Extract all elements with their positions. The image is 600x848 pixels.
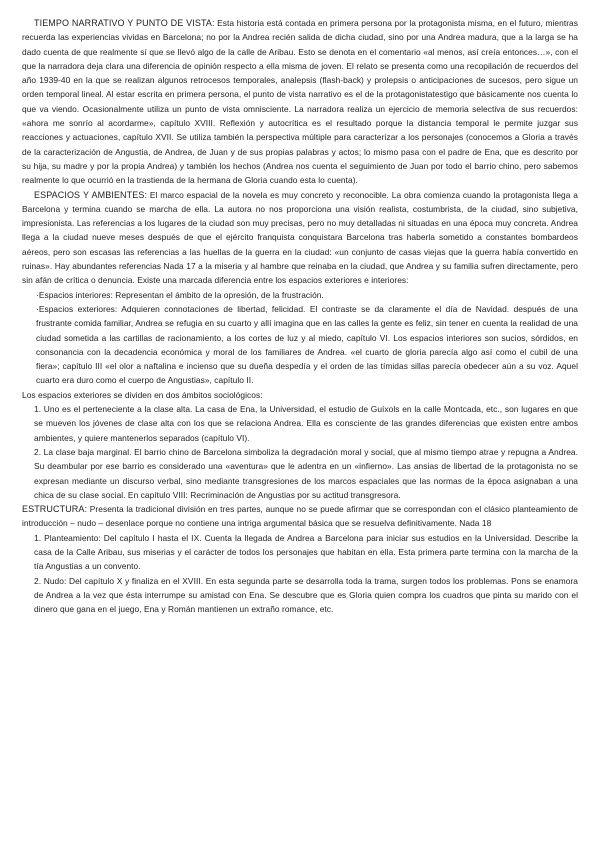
espacios-paragraph (22, 188, 578, 288)
estructura-item-1: 1. Planteamiento: Del capítulo I hasta el IX. Cuenta la llegada de Andrea a Barcelona para iniciar sus estudios en la Universidad. Describe la casa de la Calle Aribau, sus miserias y el carácter de todos los personajes que habitan en ella. Esta primera parte termina con la marcha de la tía Angustias a un convento. (34, 532, 578, 572)
tiempo-text: Esta historia está contada en primera persona por la protagonista misma, en el futuro, mientras recuerda las experiencias vividas en Barcelona; no por la Andrea recién salida de dicha ciudad, sino por una Andrea madura, que a la larga se ha dado cuenta de que realmente sí que se llevó algo de la calle de Aribau. Esto se denota en el comentario «al menos, así creía entonces…», con el que la narradora deja clara una diferencia de opinión respecto a ella misma de joven. El relato se presenta como una recopilación de recuerdos del año 1939-40 en la que se realizan algunos retrocesos temporales, analepsis (flash-back) y prolepsis o anticipaciones de sucesos, pero sigue un orden temporal lineal. Al estar escrita en primera persona, el punto de vista narrativo es el de la protagonistatestigo que básicamente nos cuenta lo que va viendo. Ocasionalmente utiliza un punto de vista omnisciente. La narradora realiza un ejercicio de memoria selectiva de sus recuerdos: «ahora me sonrío al acordarme», capítulo XVIII. Reflexión y autocrítica es el resultado porque la distancia temporal le permite juzgar sus reacciones y actuaciones, capítulo XVII. Se utiliza también la perspectiva múltiple para caracterizar a los personajes (conocemos a Gloria a través de la caracterización de Angustia, de Andrea, de Juan y de sus propias palabras y actos; lo mismo pasa con el padre de Ena, que es descrito por su hija, su madre y por la propia Andrea) y también los hechos (Andrea nos cuenta el seguimiento de Juan por todo el barrio chino, pero sabemos realmente lo que ocurrió en la trastienda de la hermana de Gloria cuando esta lo cuenta). (22, 18, 578, 186)
ambito-item-1: 1. Uno es el perteneciente a la clase alta. La casa de Ena, la Universidad, el estudio de Guíxols en la calle Montcada, etc., son lugares en que se mueven los jóvenes de clase alta con los que se relaciona Andrea. Ella es consciente de las grandes diferencias que existen entre ambos ambientes, y quiere mantenerlos separados (capítulo VI). (34, 404, 578, 443)
espacios-interiores: ·Espacios interiores: Representan el ámbito de la opresión, de la frustración. (36, 289, 324, 300)
estructura-paragraph (22, 502, 578, 531)
estructura-item-2: 2. Nudo: Del capítulo X y finaliza en el XVIII. En esta segunda parte se desarrolla toda la trama, surgen todos los problemas. Pons se enamora de Andrea a la vez que ésta interrumpe su amistad con Ena. Se descubre que es Gloria quien compra los cuadros que pinta su marido con el dinero que gana en el juego, Ena y Román mantienen un extraño romance, etc. (34, 575, 578, 615)
ambito-item-2: 2. La clase baja marginal. El barrio chino de Barcelona simboliza la degradación moral y social, que al mismo tiempo atrae y repugna a Andrea. Su deambular por ese barrio es considerado una «aventura» que le adentra en un «infierno». Las ansias de libertad de la protagonista no se expresan mediante un discurso verbal, sino mediante transgresiones de los marcos espaciales que las normas de la época asignaban a una chica de su clase social. En capítulo VIII: Recriminación de Angustias por su actitud transgresora. (34, 446, 578, 500)
estructura-text: Presenta la tradicional división en tres partes, aunque no se puede afirmar que se correspondan con el clásico planteamiento de introducción – nudo – desenlace porque no contiene una intriga argumental básica que se resuelva definitivamente. Nada 18 (22, 504, 578, 529)
espacios-text: El marco espacial de la novela es muy concreto y reconocible. La obra comienza cuando la protagonista llega a Barcelona y termina cuando se marcha de ella. La autora no nos proporciona una visión realista, costumbrista, de la ciudad, sino subjetiva, impresionista. Las referencias a los lugares de la ciudad son muy precisas, pero no muy detalladas ni situadas en una época muy concreta. Andrea llega a la ciudad nueve meses después de que el ejército franquista conquistara Barcelona tras haberla sometido a constantes bombardeos aéreos, pero son escasas las referencias a las huellas de la guerra en la ciudad: «un conjunto de casas viejas que la guerra había convertido en ruinas». Hay abundantes referencias Nada 17 a la miseria y al hambre que reinaba en la ciudad, que Andrea y su familia sufren directamente, pero sin afán de crítica o denuncia. Existe una marcada diferencia entre los espacios exteriores e interiores: (22, 189, 578, 286)
tiempo-paragraph (22, 16, 578, 188)
ambitos-intro: Los espacios exteriores se dividen en dos ámbitos sociológicos: (22, 389, 263, 400)
espacios-exteriores: ·Espacios exteriores: Adquieren connotaciones de libertad, felicidad. El contraste se da claramente el día de Navidad. después de una frustrante comida familiar, Andrea se refugia en su cuarto y allí imagina que en las calles la gente es feliz, sin tener en cuenta la realidad de una ciudad sometida a las cartillas de racionamiento, a los cortes de luz y al miedo, capítulo VI. Los espacios interiores son sucios, sórdidos, en consonancia con la decadencia económica y moral de los familiares de Andrea. «el cuarto de gloria parecía algo así como el cubil de una fiera»; capítulo III «el olor a naftalina e incienso que su dueña despedía y el orden de las tímidas sillas parecía obedecer aún a su voz. Aquel cuarto era duro como el cuerpo de Angustias», capítulo II. (36, 303, 578, 386)
estructura-heading: ESTRUCTURA: (22, 504, 88, 515)
tiempo-heading: TIEMPO NARRATIVO Y PUNTO DE VISTA: (34, 18, 215, 28)
espacios-heading: ESPACIOS Y AMBIENTES: (34, 189, 148, 200)
